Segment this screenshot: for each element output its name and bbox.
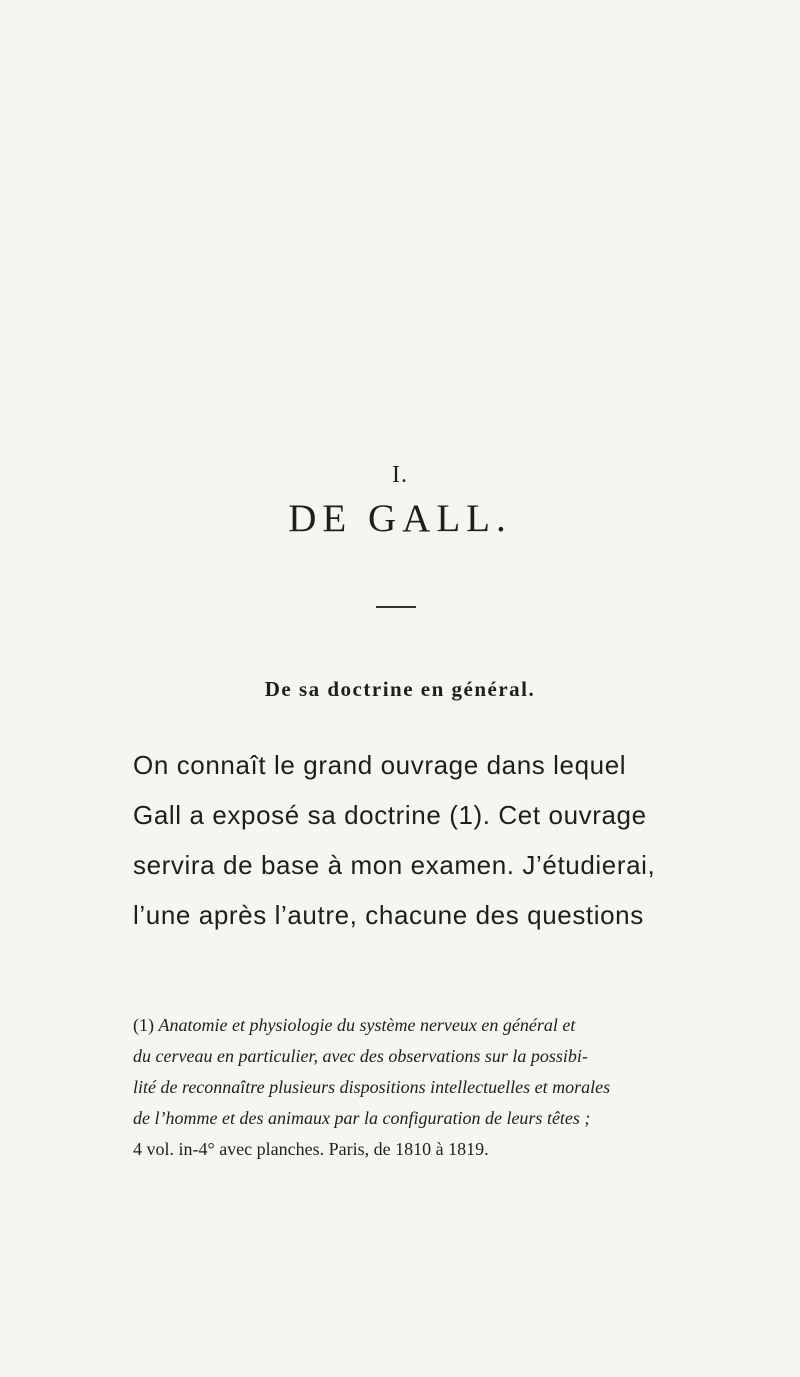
- footnote: [133, 1010, 678, 1165]
- body-line: Gall a exposé sa doctrine (1). Cet ouvrage: [133, 800, 647, 830]
- section-numeral: I.: [392, 462, 408, 488]
- footnote-line: de l’homme et des animaux par la configuration de leurs têtes ;: [133, 1108, 591, 1128]
- ornamental-rule: [376, 606, 416, 608]
- body-line: On connaît le grand ouvrage dans lequel: [133, 750, 627, 780]
- footnote-text: Anatomie et physiologie du système nerveux en général et: [158, 1015, 576, 1035]
- footnote-line: lité de reconnaître plusieurs dispositions intellectuelles et morales: [133, 1077, 611, 1097]
- chapter-title: DE GALL.: [288, 497, 512, 540]
- body-line: servira de base à mon examen. J’étudierai,: [133, 850, 656, 880]
- footnote-line: [133, 1010, 678, 1041]
- footnote-marker: (1): [133, 1015, 154, 1035]
- body-line: l’une après l’autre, chacune des questions: [133, 900, 644, 930]
- section-subheading: De sa doctrine en général.: [264, 677, 536, 701]
- body-paragraph: [133, 740, 678, 940]
- footnote-line: du cerveau en particulier, avec des observations sur la possibi-: [133, 1046, 588, 1066]
- footnote-line: 4 vol. in-4° avec planches. Paris, de 1810 à 1819.: [133, 1139, 489, 1159]
